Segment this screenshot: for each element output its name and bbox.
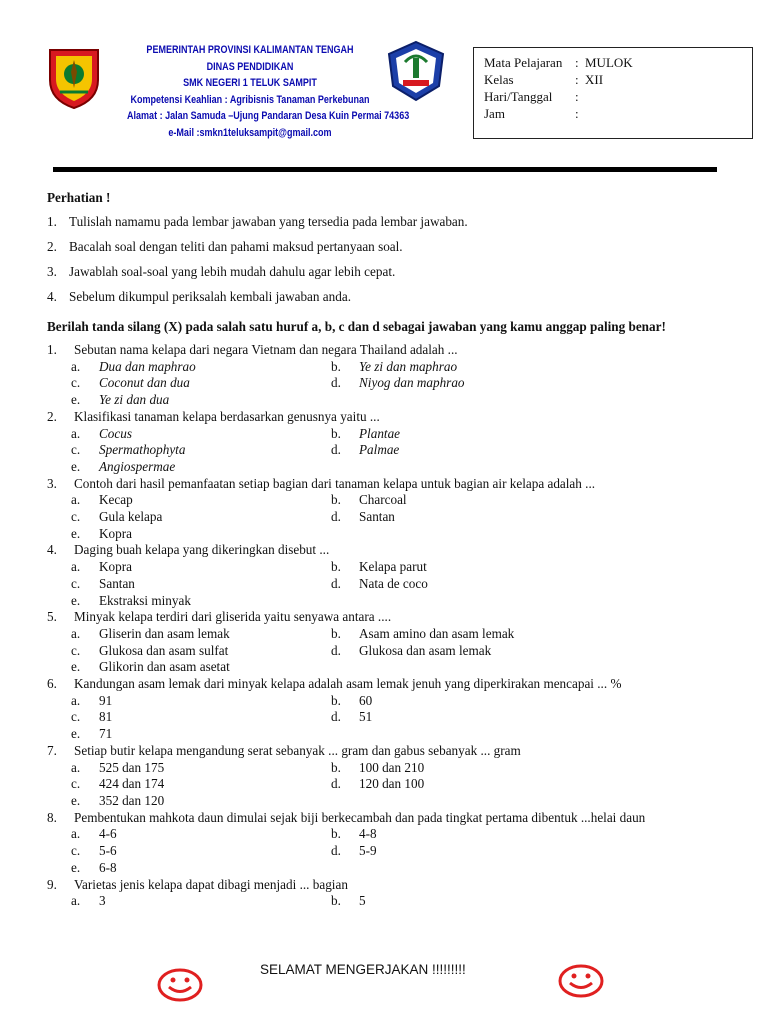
option-letter: c. — [71, 642, 81, 658]
option-letter: c. — [71, 575, 81, 591]
info-row-subject — [484, 54, 752, 71]
option-letter: c. — [71, 375, 81, 391]
answer-option — [331, 776, 631, 793]
question-stem — [47, 743, 721, 760]
item-text: Bacalah soal dengan teliti dan pahami maksud pertanyaan soal. — [69, 239, 403, 254]
option-letter: a. — [71, 492, 81, 508]
question-stem — [47, 877, 721, 894]
smiley-icon — [558, 964, 604, 998]
answer-option — [71, 426, 331, 443]
option-letter: a. — [71, 358, 81, 374]
option-text: 352 dan 120 — [99, 792, 165, 808]
attention-item — [47, 214, 721, 239]
info-colon: : — [575, 72, 579, 87]
item-number: 2. — [47, 239, 57, 254]
question — [47, 877, 721, 910]
question-list — [47, 342, 721, 910]
option-text: 3 — [99, 893, 106, 909]
item-number: 1. — [47, 214, 57, 229]
header-divider — [53, 167, 717, 172]
attention-list — [47, 214, 721, 314]
option-letter: b. — [331, 893, 341, 909]
option-text: Glukosa dan asam sulfat — [99, 642, 229, 658]
question — [47, 810, 721, 877]
option-letter: b. — [331, 826, 341, 842]
question-stem — [47, 609, 721, 626]
option-letter: d. — [331, 843, 341, 859]
option-text: 51 — [359, 709, 373, 725]
question-text: Kandungan asam lemak dari minyak kelapa adalah asam lemak jenuh yang diperkirakan mencapai ... % — [74, 676, 622, 692]
answer-option — [71, 492, 331, 509]
option-text: Coconut dan dua — [99, 375, 190, 391]
item-text: Tulislah namamu pada lembar jawaban yang tersedia pada lembar jawaban. — [69, 214, 468, 229]
option-text: Dua dan maphrao — [99, 358, 196, 374]
option-text: Asam amino dan asam lemak — [359, 625, 515, 641]
instruction-text: Berilah tanda silang (X) pada salah satu huruf a, b, c dan d sebagai jawaban yang kamu anggap paling benar! — [47, 319, 666, 334]
option-text: Cocus — [99, 425, 132, 441]
letterhead-text — [127, 42, 410, 141]
question-text: Varietas jenis kelapa dapat dibagi menjadi ... bagian — [74, 876, 348, 892]
question-text: Contoh dari hasil pemanfaatan setiap bagian dari tanaman kelapa untuk bagian air kelapa adalah ... — [74, 475, 596, 491]
attention-item — [47, 264, 721, 289]
question — [47, 743, 721, 810]
option-letter: d. — [331, 776, 341, 792]
option-text: 6-8 — [99, 859, 117, 875]
question — [47, 542, 721, 609]
option-text: Gliserin dan asam lemak — [99, 625, 230, 641]
answer-options — [71, 826, 721, 876]
answer-option — [331, 559, 631, 576]
question-text: Klasifikasi tanaman kelapa berdasarkan genusnya yaitu ... — [74, 408, 380, 424]
answer-option — [71, 442, 331, 459]
answer-option — [71, 860, 331, 877]
answer-option — [71, 843, 331, 860]
gov-line: PEMERINTAH PROVINSI KALIMANTAN TENGAH — [146, 44, 354, 56]
answer-option — [331, 576, 631, 593]
option-text: Ekstraksi minyak — [99, 592, 191, 608]
answer-options — [71, 492, 721, 542]
option-letter: c. — [71, 442, 81, 458]
answer-option — [71, 776, 331, 793]
answer-option — [331, 492, 631, 509]
option-text: 91 — [99, 692, 113, 708]
option-text: 120 dan 100 — [359, 776, 425, 792]
option-text: 424 dan 174 — [99, 776, 165, 792]
option-letter: c. — [71, 509, 81, 525]
answer-option — [331, 509, 631, 526]
option-text: Angiospermae — [99, 458, 176, 474]
option-text: Palmae — [359, 442, 400, 458]
option-letter: e. — [71, 458, 81, 474]
info-value: XII — [585, 72, 604, 87]
option-letter: c. — [71, 843, 81, 859]
answer-option — [71, 509, 331, 526]
question-stem — [47, 342, 721, 359]
option-letter: a. — [71, 759, 81, 775]
option-letter: e. — [71, 392, 81, 408]
answer-options — [71, 426, 721, 476]
answer-option — [71, 526, 331, 543]
option-letter: d. — [331, 509, 341, 525]
question-number: 8. — [47, 809, 57, 825]
answer-options — [71, 626, 721, 676]
option-text: Spermathophyta — [99, 442, 186, 458]
answer-options — [71, 359, 721, 409]
answer-option — [331, 826, 631, 843]
question-number: 4. — [47, 542, 57, 558]
question-stem — [47, 676, 721, 693]
question-number: 9. — [47, 876, 57, 892]
answer-option — [331, 643, 631, 660]
answer-option — [71, 893, 331, 910]
info-colon: : — [575, 55, 579, 70]
option-text: 5-9 — [359, 843, 377, 859]
option-text: Santan — [99, 575, 135, 591]
question-number: 5. — [47, 609, 57, 625]
option-letter: b. — [331, 559, 341, 575]
option-text: 71 — [99, 726, 113, 742]
answer-option — [331, 375, 631, 392]
question-text: Setiap butir kelapa mengandung serat sebanyak ... gram dan gabus sebanyak ... gram — [74, 742, 521, 758]
option-letter: e. — [71, 525, 81, 541]
closing-message: SELAMAT MENGERJAKAN !!!!!!!!! — [260, 962, 466, 977]
school-emblem-icon — [385, 40, 447, 102]
answer-options — [71, 693, 721, 743]
option-text: Plantae — [359, 425, 401, 441]
answer-option — [71, 726, 331, 743]
question-stem — [47, 810, 721, 827]
answer-options — [71, 893, 721, 910]
option-letter: b. — [331, 692, 341, 708]
question-text: Pembentukan mahkota daun dimulai sejak biji berkecambah dan pada tingkat pertama dibentuk ...helai daun — [74, 809, 646, 825]
option-text: Gula kelapa — [99, 509, 163, 525]
option-text: Ye zi dan maphrao — [359, 358, 458, 374]
answer-option — [71, 760, 331, 777]
option-letter: a. — [71, 425, 81, 441]
question-text: Sebutan nama kelapa dari negara Vietnam dan negara Thailand adalah ... — [74, 342, 458, 357]
option-text: 60 — [359, 692, 373, 708]
info-key: Hari/Tanggal — [484, 89, 553, 104]
answer-option — [331, 426, 631, 443]
province-crest-icon — [46, 46, 102, 110]
option-text: Glikorin dan asam asetat — [99, 659, 230, 675]
option-letter: a. — [71, 893, 81, 909]
option-letter: d. — [331, 575, 341, 591]
info-key: Kelas — [484, 72, 514, 87]
option-letter: a. — [71, 559, 81, 575]
answer-option — [331, 760, 631, 777]
answer-option — [331, 709, 631, 726]
question-number: 3. — [47, 475, 57, 491]
option-text: 81 — [99, 709, 113, 725]
answer-option — [331, 626, 631, 643]
option-text: Ye zi dan dua — [99, 392, 170, 408]
answer-option — [71, 459, 331, 476]
attention-title: Perhatian ! — [47, 190, 111, 205]
option-text: Niyog dan maphrao — [359, 375, 465, 391]
option-letter: c. — [71, 709, 81, 725]
option-letter: c. — [71, 776, 81, 792]
answer-option — [71, 576, 331, 593]
answer-options — [71, 559, 721, 609]
option-letter: a. — [71, 625, 81, 641]
option-text: 525 dan 175 — [99, 759, 165, 775]
question-number: 7. — [47, 742, 57, 758]
dept-line: DINAS PENDIDIKAN — [206, 60, 294, 73]
option-text: 4-6 — [99, 826, 117, 842]
info-row-time — [484, 105, 752, 122]
answer-option — [71, 359, 331, 376]
option-text: Kopra — [99, 525, 132, 541]
option-text: Charcoal — [359, 492, 407, 508]
option-letter: e. — [71, 792, 81, 808]
info-key: Mata Pelajaran — [484, 55, 563, 70]
option-text: Kecap — [99, 492, 133, 508]
answer-option — [71, 593, 331, 610]
info-colon: : — [575, 89, 579, 104]
answer-option — [71, 559, 331, 576]
item-number: 3. — [47, 264, 57, 279]
question — [47, 609, 721, 676]
answer-option — [331, 693, 631, 710]
option-letter: a. — [71, 826, 81, 842]
competency-line: Kompetensi Keahlian : Agribisnis Tanaman Perkebunan — [130, 93, 370, 106]
option-letter: b. — [331, 425, 341, 441]
option-text: Glukosa dan asam lemak — [359, 642, 492, 658]
answer-option — [71, 709, 331, 726]
option-text: Kopra — [99, 559, 132, 575]
option-text: 5-6 — [99, 843, 117, 859]
option-letter: d. — [331, 709, 341, 725]
info-value: MULOK — [585, 55, 633, 70]
answer-option — [71, 392, 331, 409]
answer-option — [71, 659, 331, 676]
question-stem — [47, 409, 721, 426]
question — [47, 342, 721, 409]
smiley-icon — [157, 968, 203, 1002]
answer-option — [331, 893, 631, 910]
exam-body — [47, 190, 721, 910]
option-letter: d. — [331, 642, 341, 658]
option-letter: b. — [331, 759, 341, 775]
attention-item — [47, 239, 721, 264]
answer-option — [71, 375, 331, 392]
info-colon: : — [575, 106, 579, 121]
option-text: 4-8 — [359, 826, 377, 842]
item-number: 4. — [47, 289, 57, 304]
option-letter: e. — [71, 659, 81, 675]
address-line: Alamat : Jalan Samuda –Ujung Pandaran Desa Kuin Permai 74363 — [127, 110, 410, 122]
question-stem — [47, 476, 721, 493]
answer-option — [331, 843, 631, 860]
subject-info-box — [473, 47, 753, 139]
answer-option — [331, 359, 631, 376]
item-text: Jawablah soal-soal yang lebih mudah dahulu agar lebih cepat. — [69, 264, 396, 279]
email-line: e-Mail :smkn1teluksampit@gmail.com — [168, 126, 332, 139]
option-letter: b. — [331, 492, 341, 508]
option-letter: d. — [331, 442, 341, 458]
option-letter: b. — [331, 358, 341, 374]
answer-option — [71, 643, 331, 660]
option-text: Santan — [359, 509, 395, 525]
question-number: 6. — [47, 676, 57, 692]
info-key: Jam — [484, 106, 505, 121]
question-text: Minyak kelapa terdiri dari gliserida yaitu senyawa antara .... — [74, 609, 392, 625]
question-number: 2. — [47, 408, 57, 424]
answer-options — [71, 760, 721, 810]
option-text: Nata de coco — [359, 575, 428, 591]
item-text: Sebelum dikumpul periksalah kembali jawaban anda. — [69, 289, 351, 304]
option-text: Kelapa parut — [359, 559, 427, 575]
info-row-class — [484, 71, 752, 88]
option-letter: d. — [331, 375, 341, 391]
option-text: 5 — [359, 893, 366, 909]
question — [47, 476, 721, 543]
info-row-date — [484, 88, 752, 105]
question-number: 1. — [47, 342, 57, 357]
answer-option — [331, 442, 631, 459]
option-letter: e. — [71, 859, 81, 875]
question — [47, 676, 721, 743]
option-text: 100 dan 210 — [359, 759, 425, 775]
answer-option — [71, 626, 331, 643]
answer-option — [71, 793, 331, 810]
answer-option — [71, 693, 331, 710]
option-letter: e. — [71, 592, 81, 608]
option-letter: e. — [71, 726, 81, 742]
answer-option — [71, 826, 331, 843]
question — [47, 409, 721, 476]
question-text: Daging buah kelapa yang dikeringkan disebut ... — [74, 542, 330, 558]
attention-item — [47, 289, 721, 314]
option-letter: a. — [71, 692, 81, 708]
question-stem — [47, 542, 721, 559]
school-name: SMK NEGERI 1 TELUK SAMPIT — [183, 77, 317, 89]
option-letter: b. — [331, 625, 341, 641]
